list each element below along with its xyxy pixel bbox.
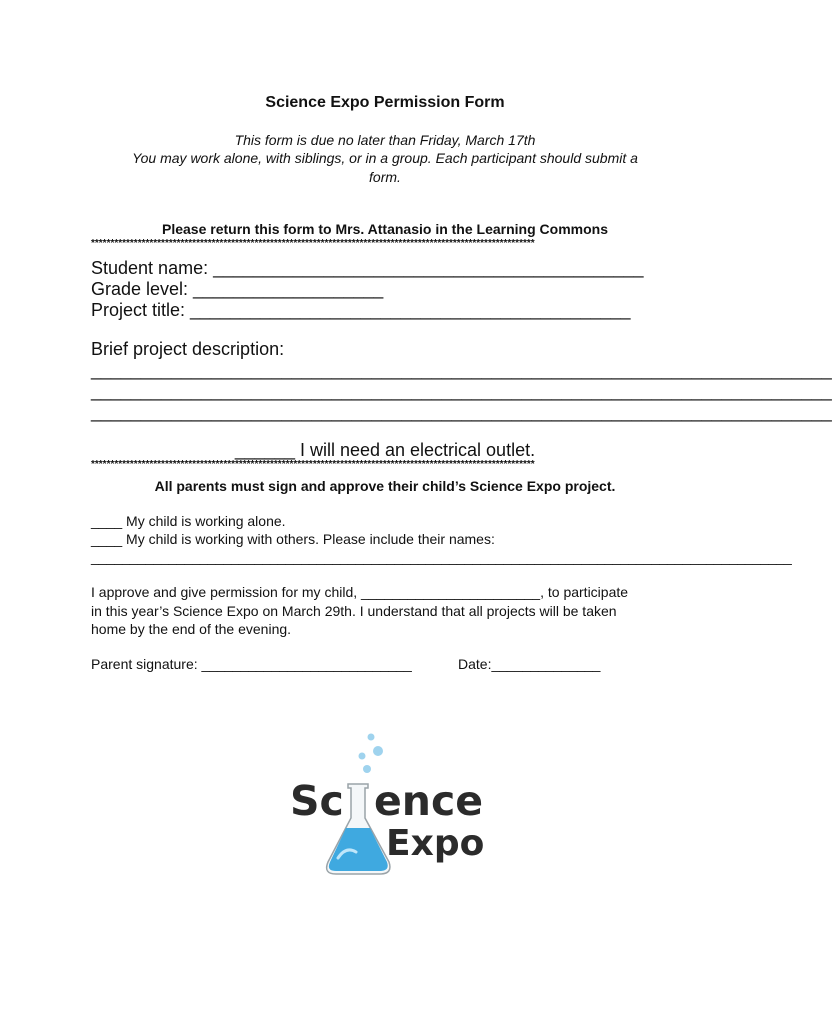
student-name-field[interactable]: Student name: ___________________________________________ — [91, 258, 644, 278]
asterisk-divider-bottom: ****************************************************************************************************************** — [91, 459, 535, 470]
parents-note: All parents must sign and approve their child’s Science Expo project. — [154, 478, 616, 494]
logo-word-expo: Expo — [386, 823, 485, 864]
asterisk-divider-top: ****************************************************************************************************************** — [91, 238, 535, 249]
permission-line-2: in this year’s Science Expo on March 29th. I understand that all projects will be taken — [91, 603, 617, 619]
logo-word-ence: ence — [374, 777, 484, 825]
group-line-1: You may work alone, with siblings, or in a group. Each participant should submit a — [132, 150, 638, 166]
description-line-2[interactable]: __________________________________________________________________________ — [91, 381, 832, 401]
parent-signature-field[interactable]: Parent signature: ___________________________ — [91, 656, 412, 672]
group-line-2: form. — [369, 169, 401, 185]
permission-line-1[interactable]: I approve and give permission for my child, _______________________, to participate — [91, 584, 629, 600]
logo-word-sc: Sc — [290, 777, 344, 825]
science-expo-logo — [286, 728, 486, 888]
description-label: Brief project description: — [91, 339, 285, 359]
return-note: Please return this form to Mrs. Attanasio in the Learning Commons — [162, 221, 608, 237]
permission-line-3: home by the end of the evening. — [91, 621, 292, 637]
option-working-alone[interactable]: ____ My child is working alone. — [91, 513, 286, 529]
description-line-1[interactable]: __________________________________________________________________________ — [91, 360, 832, 380]
bubble-icon — [359, 753, 366, 760]
date-field[interactable]: Date:______________ — [458, 656, 601, 672]
grade-level-field[interactable]: Grade level: ___________________ — [91, 279, 384, 299]
bubble-icon — [363, 765, 371, 773]
bubble-icon — [373, 746, 383, 756]
electrical-outlet-line[interactable]: ______ I will need an electrical outlet. — [234, 440, 536, 460]
due-date-line: This form is due no later than Friday, March 17th — [234, 132, 536, 148]
bubble-icon — [368, 734, 375, 741]
partner-names-line[interactable]: __________________________________________________________________________________________ — [91, 549, 792, 565]
form-title: Science Expo Permission Form — [265, 94, 505, 111]
option-working-with-others[interactable]: ____ My child is working with others. Please include their names: — [91, 531, 495, 547]
project-title-field[interactable]: Project title: ____________________________________________ — [91, 300, 631, 320]
description-line-3[interactable]: __________________________________________________________________________ — [91, 402, 832, 422]
